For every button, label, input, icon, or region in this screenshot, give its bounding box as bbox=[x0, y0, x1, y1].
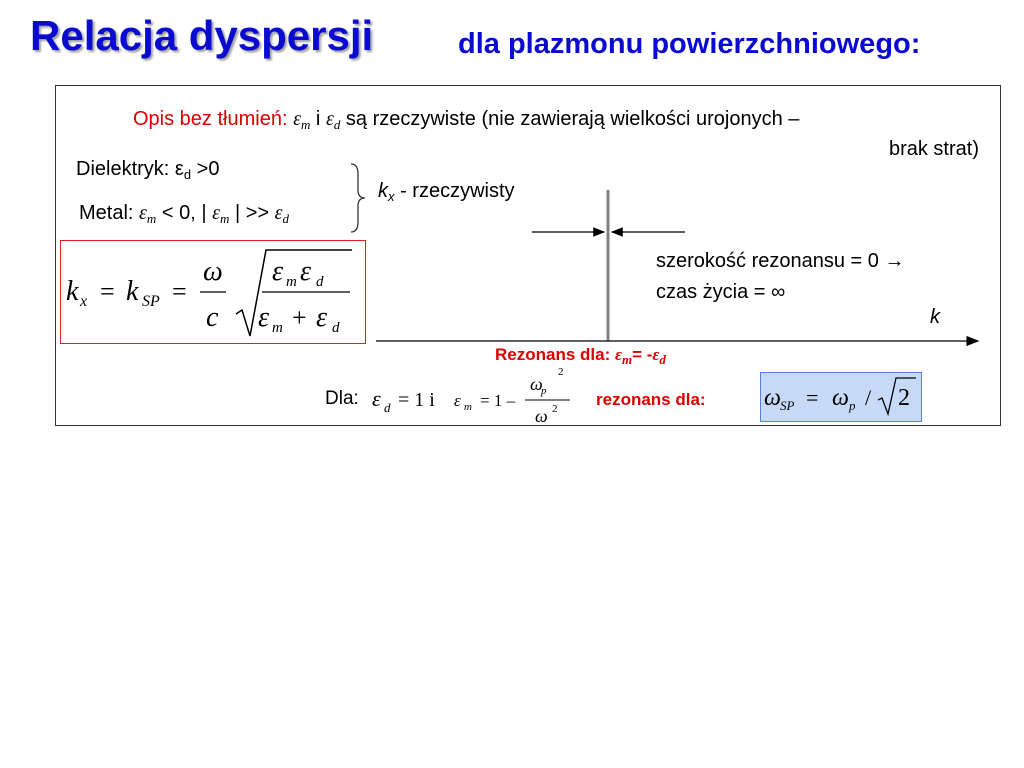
svg-text:ε: ε bbox=[454, 391, 461, 410]
svg-text:d: d bbox=[384, 400, 391, 415]
resonance-condition: Rezonans dla: $\varepsilon_m= -\varepsilon_d$ bbox=[495, 345, 666, 367]
metal-condition: Metal: $\varepsilon_m < 0$, | $\varepsilon_m$ | >> $\varepsilon_d$ bbox=[79, 202, 290, 226]
svg-text:x: x bbox=[80, 293, 88, 310]
svg-text:+: + bbox=[292, 303, 307, 332]
svg-text:ε: ε bbox=[272, 256, 284, 287]
svg-text:ω: ω bbox=[832, 385, 849, 411]
svg-text:m: m bbox=[286, 274, 297, 290]
resonance-label-2: rezonans dla: bbox=[596, 390, 706, 409]
svg-text:ε: ε bbox=[258, 302, 270, 333]
dispersion-formula bbox=[60, 240, 366, 344]
no-damping-text: są rzeczywiste (nie zawierają wielkości urojonych – bbox=[345, 108, 800, 130]
svg-text:ε: ε bbox=[372, 386, 381, 411]
k-axis-label: k bbox=[930, 306, 940, 328]
svg-text:/: / bbox=[865, 385, 872, 410]
svg-text:=: = bbox=[172, 277, 187, 306]
svg-text:k: k bbox=[66, 276, 79, 307]
svg-text:p: p bbox=[849, 398, 856, 413]
svg-text:= 1 i: = 1 i bbox=[398, 389, 435, 411]
svg-text:ε: ε bbox=[316, 302, 328, 333]
page-title: Relacja dyspersji bbox=[30, 12, 374, 59]
svg-text:ω: ω bbox=[764, 385, 781, 411]
lifetime-text: czas życia = ∞ bbox=[656, 281, 786, 303]
no-damping-label: Opis bez tłumień: bbox=[133, 108, 288, 130]
svg-text:d: d bbox=[316, 274, 324, 290]
svg-text:m: m bbox=[272, 320, 283, 336]
svg-text:d: d bbox=[332, 320, 340, 336]
svg-text:2: 2 bbox=[552, 403, 558, 415]
no-damping-line1 bbox=[133, 108, 799, 133]
svg-text:SP: SP bbox=[142, 293, 160, 310]
metal-label: Metal: bbox=[79, 202, 134, 224]
svg-text:=: = bbox=[806, 385, 819, 410]
resonance-width-text: szerokość rezonansu = 0 → bbox=[656, 250, 905, 272]
svg-text:k: k bbox=[126, 276, 139, 307]
eps-m-symbol: $\varepsilon_m$ bbox=[293, 108, 311, 132]
page-subtitle: dla plazmonu powierzchniowego: bbox=[458, 28, 921, 60]
drude-formula bbox=[370, 360, 580, 426]
svg-text:c: c bbox=[206, 302, 219, 333]
svg-text:2: 2 bbox=[898, 385, 910, 411]
svg-text:m: m bbox=[464, 401, 472, 413]
eps-d-symbol: $\varepsilon_d$ bbox=[325, 108, 341, 132]
svg-text:ω: ω bbox=[203, 256, 223, 287]
svg-text:ω: ω bbox=[535, 406, 548, 426]
svg-text:= 1 –: = 1 – bbox=[480, 391, 516, 410]
eps-symbol: ε bbox=[174, 158, 184, 180]
dielectric-condition: Dielektryk: $\varepsilon_d >0$ bbox=[76, 158, 220, 182]
svg-text:p: p bbox=[541, 385, 547, 397]
no-damping-line2: brak strat) bbox=[888, 138, 979, 160]
svg-text:=: = bbox=[100, 277, 115, 306]
conjunction: i bbox=[315, 108, 321, 130]
kx-real-statement: $k_x$ - rzeczywisty bbox=[378, 180, 515, 204]
svg-text:2: 2 bbox=[558, 366, 564, 378]
dla-label: Dla: bbox=[325, 388, 359, 409]
svg-text:ω: ω bbox=[530, 374, 543, 394]
svg-text:ε: ε bbox=[300, 256, 312, 287]
surface-plasmon-frequency bbox=[760, 372, 922, 422]
dielectric-label: Dielektryk: bbox=[76, 158, 170, 180]
svg-text:SP: SP bbox=[780, 398, 795, 413]
